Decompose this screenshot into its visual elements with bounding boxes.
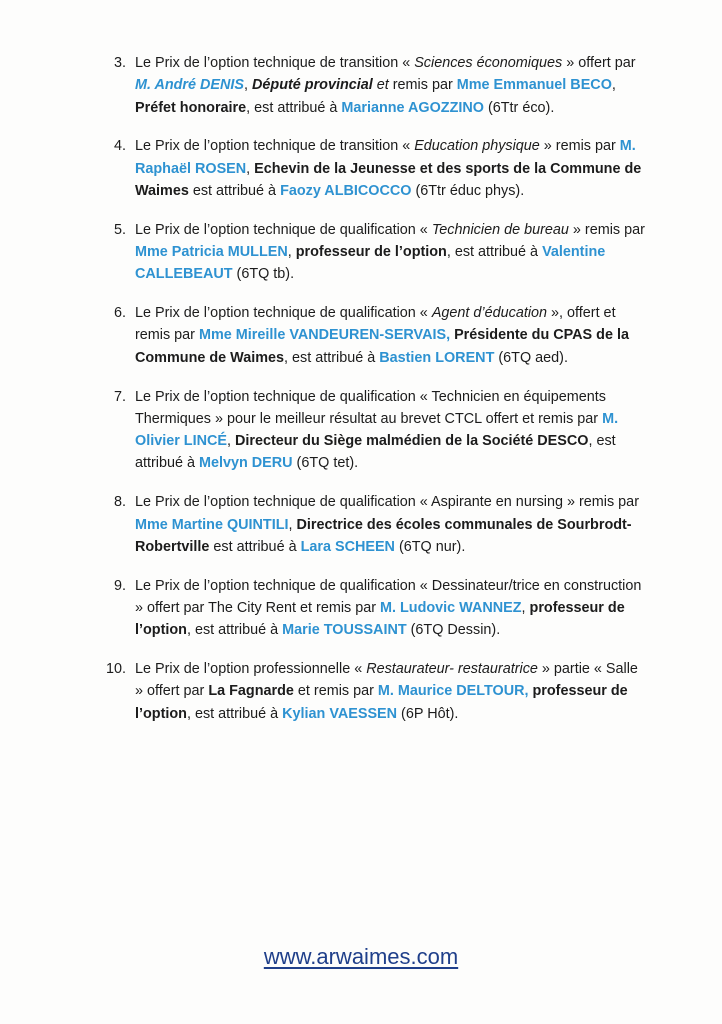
prize-text <box>135 138 641 199</box>
italic-text: Restaurateur- restauratrice <box>366 661 538 678</box>
bold-text: La Fagnarde <box>208 683 294 700</box>
prize-item <box>100 135 645 202</box>
text-segment: » offert par <box>562 55 636 71</box>
text-segment: » remis par <box>539 138 620 155</box>
prize-text <box>135 222 645 283</box>
bold-text: Echevin de la Jeunesse et des sports de la Commune de Waimes <box>135 160 642 199</box>
text-segment: , <box>521 599 530 616</box>
person-name: M. Maurice DELTOUR, <box>377 683 529 700</box>
item-number: 7. <box>113 388 126 405</box>
text-segment: (6TQ tb). <box>232 266 295 283</box>
text-segment: Le Prix de l’option technique de qualification « Dessinateur/trice en construction » offert par The City Rent et remis par <box>135 577 642 616</box>
text-segment: , est attribué à <box>284 349 380 366</box>
text-segment: Le Prix de l’option technique de qualification « <box>135 221 432 238</box>
person-name: Marie TOUSSAINT <box>282 622 407 639</box>
text-segment: Le Prix de l’option technique de transition « <box>135 138 415 155</box>
text-segment: (6P Hôt). <box>397 705 459 722</box>
italic-text: Sciences économiques <box>414 55 563 71</box>
person-name: Valentine CALLEBEAUT <box>135 244 606 283</box>
person-name: Mme Patricia MULLEN <box>135 244 288 261</box>
text-segment: , est attribué à <box>246 99 342 116</box>
prize-item <box>100 52 645 119</box>
text-segment: , est attribué à <box>186 705 283 722</box>
bold-text: Préfet honoraire <box>135 99 247 116</box>
text-segment: » remis par <box>568 221 645 238</box>
person-name: M. Ludovic WANNEZ <box>380 599 522 616</box>
person-name: Mme Emmanuel BECO <box>456 77 612 94</box>
item-number: 6. <box>113 305 126 322</box>
person-name: Lara SCHEEN <box>300 538 395 555</box>
italic-text: et <box>372 77 389 94</box>
prize-text <box>135 578 641 639</box>
person-name: M. André DENIS <box>135 77 245 94</box>
text-segment: Le Prix de l’option technique de qualification « <box>135 305 432 322</box>
text-segment: est attribué à <box>209 538 301 555</box>
text-segment: et remis par <box>293 683 378 700</box>
bold-italic-text: Député provincial <box>252 77 373 94</box>
text-segment: (6Ttr éduc phys). <box>411 182 525 199</box>
prize-item <box>100 219 645 286</box>
website-link[interactable]: www.arwaimes.com <box>263 944 459 969</box>
italic-text: Agent d’éducation <box>431 305 548 322</box>
text-segment: (6TQ nur). <box>394 538 466 555</box>
person-name: Melvyn DERU <box>199 455 293 472</box>
text-segment: remis par <box>388 77 457 94</box>
text-segment: , <box>611 77 616 94</box>
person-name: M. Olivier LINCÉ <box>135 410 619 450</box>
text-segment: Le Prix de l’option technique de qualification « Technicien en équipements Thermiques » pour le meilleur résultat au brevet CTCL offert et remis par <box>135 388 606 427</box>
person-name: M. Raphaël ROSEN <box>135 138 636 177</box>
bold-text: Directrice des écoles communales de Sourbrodt- Robertville <box>135 516 632 555</box>
bold-text: Directeur du Siège malmédien de la Société DESCO <box>234 433 589 450</box>
text-segment: est attribué à <box>188 182 281 199</box>
prize-item <box>100 575 645 642</box>
text-segment: , <box>287 244 296 261</box>
bold-text: professeur de l’option <box>135 599 625 639</box>
person-name: Kylian VAESSEN <box>282 705 398 722</box>
text-segment: , <box>288 516 297 533</box>
text-segment: (6TQ Dessin). <box>406 622 501 639</box>
text-segment: , <box>244 77 253 94</box>
text-segment: , <box>246 160 255 177</box>
text-segment: (6TQ tet). <box>292 455 359 472</box>
text-segment: Le Prix de l’option technique de transition « <box>135 55 415 71</box>
italic-text: Technicien de bureau <box>431 221 569 238</box>
item-number: 10. <box>105 661 126 678</box>
item-number: 4. <box>113 138 126 155</box>
text-segment: , est attribué à <box>135 433 616 472</box>
prize-text <box>135 494 639 555</box>
text-segment: » partie « Salle » offert par <box>135 661 638 700</box>
item-number: 5. <box>113 221 126 238</box>
prize-text <box>135 389 618 472</box>
text-segment: », offert et remis par <box>135 305 616 344</box>
prize-item <box>100 491 645 558</box>
item-number: 9. <box>113 577 126 594</box>
text-segment: Le Prix de l’option technique de qualification « Aspirante en nursing » remis par <box>135 494 639 511</box>
person-name: Mme Mireille VANDEUREN-SERVAIS, <box>198 327 451 344</box>
person-name: Mme Martine QUINTILI <box>135 516 289 533</box>
bold-text: professeur de l’option <box>135 683 628 722</box>
text-segment: , est attribué à <box>446 244 543 261</box>
person-name: Marianne AGOZZINO <box>341 99 484 116</box>
item-number: 8. <box>113 494 126 511</box>
item-number: 3. <box>113 55 126 71</box>
person-name: Bastien LORENT <box>379 349 495 366</box>
person-name: Faozy ALBICOCCO <box>280 182 412 199</box>
prize-text <box>135 661 638 722</box>
prize-item <box>100 658 645 725</box>
prize-text <box>135 55 636 116</box>
text-segment: (6Ttr éco). <box>483 99 555 116</box>
text-segment: , est attribué à <box>186 622 283 639</box>
prize-text <box>135 305 629 366</box>
bold-text: professeur de l’option <box>295 244 447 261</box>
bold-text: Présidente du CPAS de la Commune de Waimes <box>135 327 629 366</box>
text-segment: (6TQ aed). <box>494 349 568 366</box>
text-segment: Le Prix de l’option professionnelle « <box>135 661 367 678</box>
prize-list <box>100 52 645 741</box>
prize-item <box>100 386 645 475</box>
text-segment: , <box>226 433 235 450</box>
italic-text: Education physique <box>414 138 540 155</box>
prize-item <box>100 302 645 369</box>
